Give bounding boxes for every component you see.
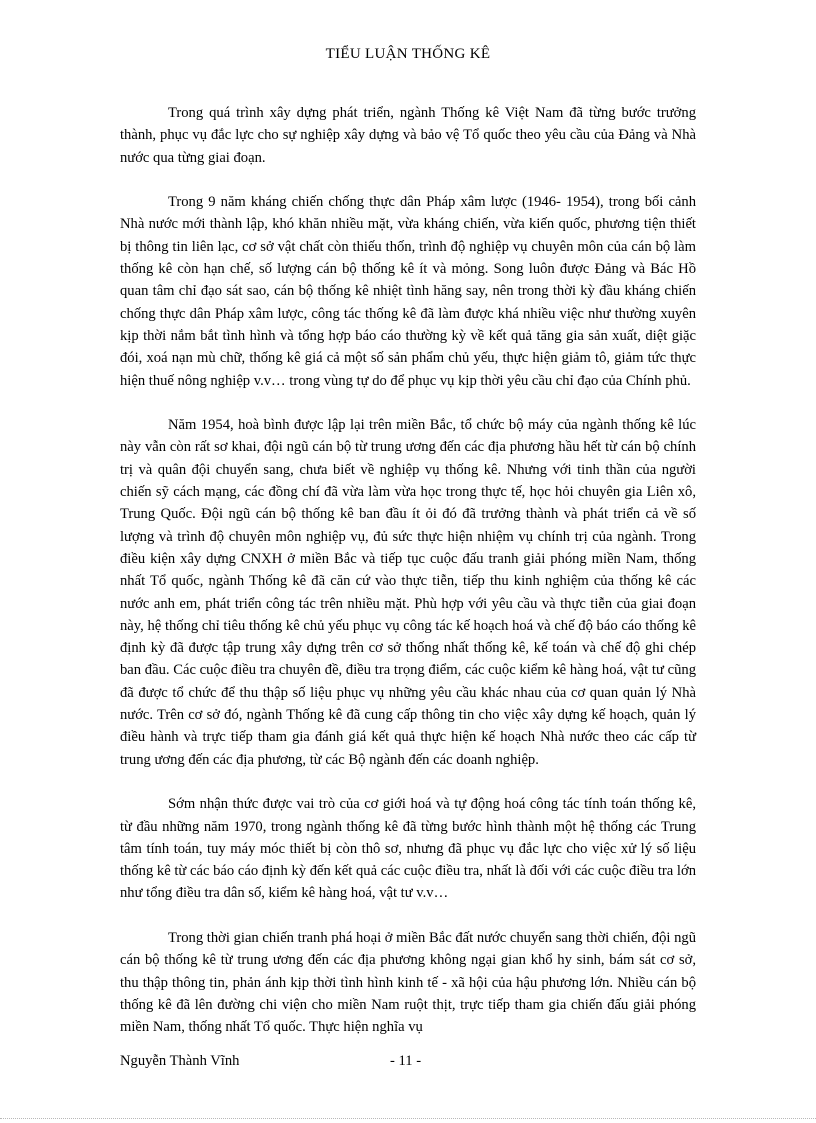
footer-author: Nguyễn Thành Vĩnh (120, 1053, 240, 1069)
paragraph-computing-centers: Sớm nhận thức được vai trò của cơ giới hoá và tự động hoá công tác tính toán thống kê, từ đầu những năm 1970, trong ngành thống kê đã từng bước hình thành một hệ thống các Trung tâm tính toán, tuy máy móc thiết bị còn thô sơ, nhưng đã phục vụ đắc lực cho việc xử lý số liệu thống kê từ các báo cáo định kỳ đến kết quả các cuộc điều tra, nhất là đối với các cuộc điều tra lớn như tổng điều tra dân số, kiểm kê hàng hoá, vật tư v.v… (120, 796, 696, 902)
paragraph-wartime: Trong thời gian chiến tranh phá hoại ở miền Bắc đất nước chuyển sang thời chiến, đội ngũ cán bộ thống kê từ trung ương đến các địa phương không ngại gian khổ hy sinh, bám sát cơ sở, thu thập thông tin, phản ánh kịp thời tình hình kinh tế - xã hội của hậu phương lớn. Nhiều cán bộ thống kê đã lên đường chi viện cho miền Nam ruột thịt, trực tiếp tham gia chiến đấu giải phóng miền Nam, thống nhất Tổ quốc. Thực hiện nghĩa vụ (120, 929, 696, 1036)
paragraph-resistance-period: Trong 9 năm kháng chiến chống thực dân Pháp xâm lược (1946- 1954), trong bối cảnh Nhà nước mới thành lập, khó khăn nhiều mặt, vừa kháng chiến, vừa kiến quốc, phương tiện thiết bị thông tin liên lạc, cơ sở vật chất còn thiếu thốn, trình độ nghiệp vụ chuyên môn của cán bộ làm thống kê còn hạn chế, số lượng cán bộ thống kê ít và mỏng. Song luôn được Đảng và Bác Hồ quan tâm chỉ đạo sát sao, cán bộ thống kê nhiệt tình hăng say, nên trong thời kỳ đầu kháng chiến chống thực dân Pháp xâm lược, công tác thống kê đã làm được khá nhiều việc như thường xuyên kịp thời nắm bắt tình hình và tổng hợp báo cáo thường kỳ về kết quả tăng gia sản xuất, diệt giặc đói, xoá nạn mù chữ, thống kê giá cả một số sản phẩm chủ yếu, thực hiện giảm tô, giảm tức thực hiện thuế nông nghiệp v.v… trong vùng tự do để phục vụ kịp thời yêu cầu chỉ đạo của Chính phủ. (120, 194, 696, 389)
paragraph-intro: Trong quá trình xây dựng phát triển, ngành Thống kê Việt Nam đã từng bước trưởng thành, phục vụ đắc lực cho sự nghiệp xây dựng và bảo vệ Tổ quốc theo yêu cầu của Đảng và Nhà nước qua từng giai đoạn. (120, 105, 696, 166)
page-footer (120, 1053, 696, 1075)
paragraph-1954-peace: Năm 1954, hoà bình được lập lại trên miền Bắc, tổ chức bộ máy của ngành thống kê lúc này vẫn còn rất sơ khai, đội ngũ cán bộ từ trung ương đến các địa phương hầu hết từ cán bộ chính trị và quân đội chuyển sang, chưa biết về nghiệp vụ thống kê. Nhưng với tinh thần của người chiến sỹ cách mạng, các đồng chí đã vừa làm vừa học trong thực tế, học hỏi chuyên gia Liên xô, Trung Quốc. Đội ngũ cán bộ thống kê ban đầu ít ỏi đó đã trưởng thành và phát triển cả về số lượng và trình độ chuyên môn nghiệp vụ, đủ sức thực hiện nhiệm vụ chính trị của ngành. Trong điều kiện xây dựng CNXH ở miền Bắc và tiếp tục cuộc đấu tranh giải phóng miền Nam, thống nhất Tổ quốc, ngành Thống kê đã căn cứ vào thực tiễn, tiếp thu kinh nghiệm của thống kê các nước anh em, phát triển công tác trên nhiều mặt. Phù hợp với yêu cầu và thực tiễn của giai đoạn này, hệ thống chỉ tiêu thống kê chủ yếu phục vụ công tác kế hoạch hoá và chế độ báo cáo thống kê định kỳ đã được tập trung xây dựng trên cơ sở thống nhất thống kê, kế toán và chế độ ghi chép ban đầu. Các cuộc điều tra chuyên đề, điều tra trọng điểm, các cuộc kiểm kê hàng hoá, vật tư cũng đã được tổ chức để thu thập số liệu phục vụ những yêu cầu khác nhau của cơ quan quản lý Nhà nước. Trên cơ sở đó, ngành Thống kê đã cung cấp thông tin cho việc xây dựng kế hoạch, quản lý điều hành và trực tiếp tham gia đánh giá kết quả thực hiện kế hoạch Nhà nước theo các cấp từ trung ương đến các địa phương, từ các Bộ ngành đến các doanh nghiệp. (120, 417, 696, 768)
document-body (120, 102, 696, 1038)
page-header (0, 46, 816, 63)
document-title: TIỂU LUẬN THỐNG KÊ (325, 46, 491, 62)
page-number: - 11 - (390, 1053, 422, 1069)
page-bottom-border (0, 1118, 816, 1119)
